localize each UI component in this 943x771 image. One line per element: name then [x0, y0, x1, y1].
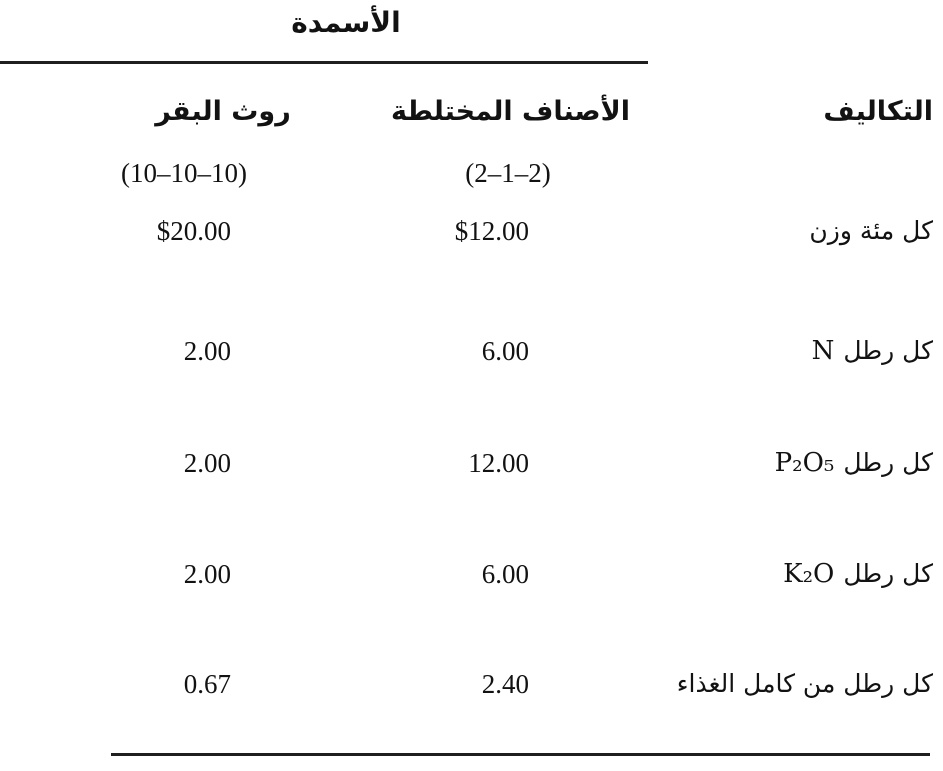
- row-label-text: كل مئة وزن: [809, 216, 933, 245]
- column-header-mixed-grades: الأصناف المختلطة: [390, 96, 630, 127]
- grade-mixed: (2–1–2): [465, 158, 551, 188]
- mixed-value: 6.00: [481, 559, 529, 589]
- row-label: [677, 664, 933, 704]
- chemical-formula: K₂O: [783, 559, 835, 589]
- row-label: [775, 443, 933, 483]
- grade-cow-manure: (10–10–10): [121, 158, 247, 188]
- row-label-text: كل رطل: [843, 448, 933, 477]
- manure-value: 2.00: [183, 448, 231, 478]
- manure-value: 2.00: [183, 559, 231, 589]
- mixed-value: 12.00: [468, 448, 529, 478]
- top-rule: [0, 61, 648, 64]
- row-label: [783, 554, 933, 594]
- mixed-value: 6.00: [481, 336, 529, 366]
- mixed-value: $12.00: [454, 216, 529, 246]
- manure-value: 2.00: [183, 336, 231, 366]
- column-header-cow-manure: روث البقر: [155, 96, 291, 127]
- chemical-formula: N: [811, 336, 835, 366]
- manure-value: 0.67: [183, 669, 231, 699]
- table-title: الأسمدة: [291, 6, 401, 39]
- manure-value: $20.00: [156, 216, 231, 246]
- bottom-rule: [111, 753, 930, 756]
- row-label-text: كل رطل: [843, 559, 933, 588]
- row-label-text: كل رطل: [843, 336, 933, 365]
- chemical-formula: P₂O₅: [774, 448, 835, 478]
- row-label-text: كل رطل من كامل الغذاء: [676, 669, 933, 698]
- mixed-value: 2.40: [481, 669, 529, 699]
- row-label: [809, 211, 933, 251]
- column-header-costs: التكاليف: [823, 96, 933, 127]
- row-label: [812, 331, 933, 371]
